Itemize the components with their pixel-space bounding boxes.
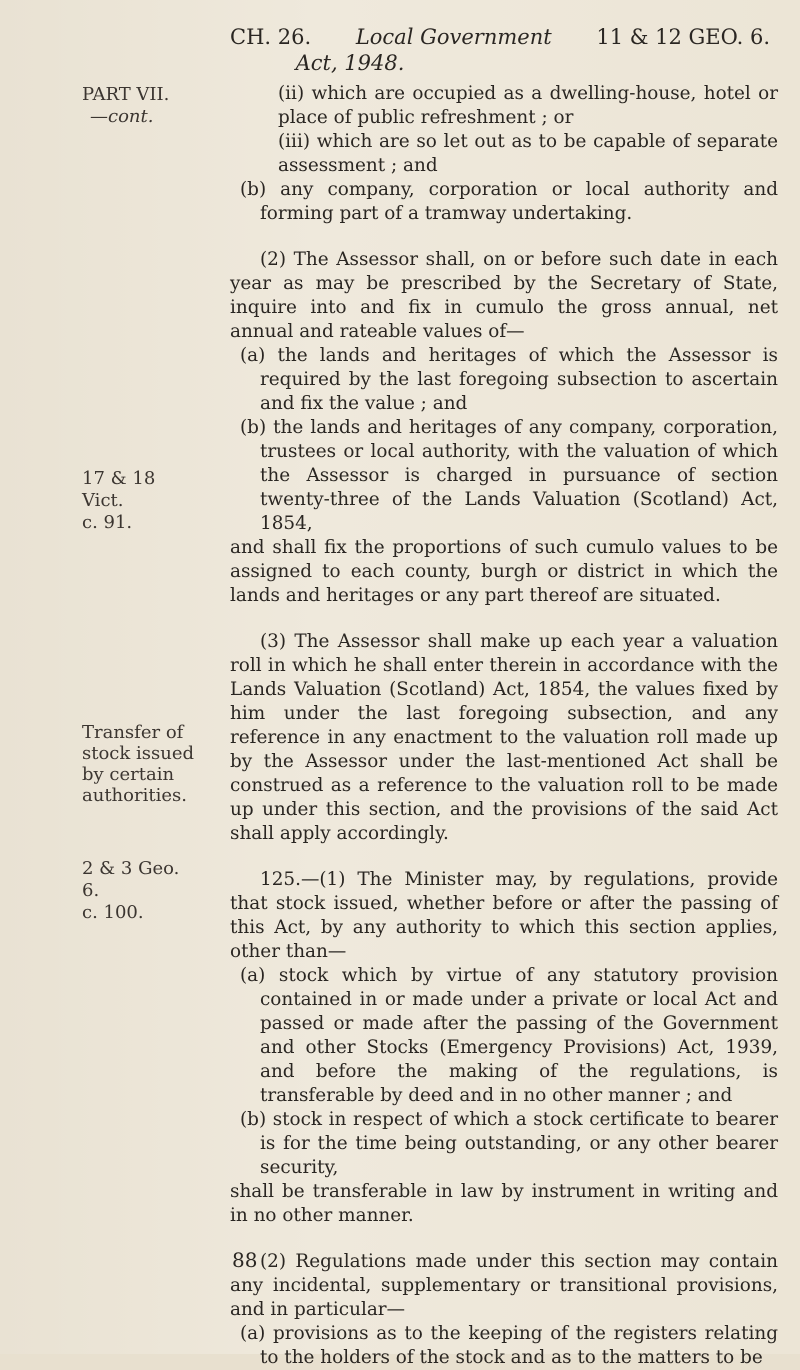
margin-part-cont: —cont. [90, 106, 154, 127]
margin-transfer-line3: by certain [82, 764, 175, 785]
clause-b-company: (b) the lands and heritages of any company, corporation, trustees or local authority, with the valuation of which the Assessor is charged in pursuance of section twenty-three of the Lands Valuation (Scotland) Act, 1854, [240, 417, 778, 534]
margin-ref2-line2: c. 100. [82, 902, 144, 923]
clause-iii: (iii) which are so let out as to be capable of separate assessment ; and [278, 131, 778, 176]
page-number: 88 [232, 1248, 258, 1272]
margin-transfer-note [82, 722, 200, 806]
chapter-number: CH. 26. [230, 25, 312, 49]
subsection-3: (3) The Assessor shall make up each year a valuation roll in which he shall enter therein in accordance with the Lands Valuation (Scotland) Act, 1854, the values fixed by him under the last foregoing subsection, and any reference in any enactment to the valuation roll made up by the Assessor under the last-mentioned Act shall be construed as a reference to the valuation roll to be made up under this section, and the provisions of the said Act shall apply accordingly. [230, 631, 778, 844]
margin-reference-1939 [82, 858, 200, 924]
margin-part [82, 84, 200, 128]
margin-ref1-line2: c. 91. [82, 512, 133, 533]
margin-ref2-line1: 2 & 3 Geo. 6. [82, 858, 180, 901]
clause-ii: (ii) which are occupied as a dwelling-house, hotel or place of public refreshment ; or [278, 83, 778, 128]
section-125-2: (2) Regulations made under this section may contain any incidental, supplementary or transitional provisions, and in particular— [230, 1251, 778, 1320]
subsection-2-conclusion: and shall fix the proportions of such cumulo values to be assigned to each county, burgh or district in which the lands and heritages or any part thereof are situated. [230, 537, 778, 606]
section-125-1: 125.—(1) The Minister may, by regulations, provide that stock issued, whether before or after the passing of this Act, by any authority to which this section applies, other than— [230, 869, 778, 962]
margin-ref1-line1: 17 & 18 Vict. [82, 468, 156, 511]
margin-transfer-line4: authorities. [82, 785, 187, 806]
margin-transfer-line1: Transfer of [82, 722, 184, 743]
section-125-clause-b: (b) stock in respect of which a stock certificate to bearer is for the time being outstanding, or any other bearer security, [240, 1109, 778, 1178]
margin-part-label: PART VII. [82, 84, 170, 105]
running-header [230, 24, 770, 76]
clause-b-tramway: (b) any company, corporation or local authority and forming part of a tramway undertaking. [240, 179, 778, 224]
body-text [230, 82, 778, 1370]
act-title: Local Government [355, 25, 552, 49]
section-125-clause-a: (a) stock which by virtue of any statutory provision contained in or made under a private or local Act and passed or made after the passing of the Government and other Stocks (Emergency Provisions) Act, 1939, and before the making of the regulations, is transferable by deed and in no other manner ; and [240, 965, 778, 1106]
act-year: Act, 1948. [295, 51, 405, 75]
margin-transfer-line2: stock issued [82, 743, 195, 764]
subsection-2: (2) The Assessor shall, on or before such date in each year as may be prescribed by the Secretary of State, inquire into and fix in cumulo the gross annual, net annual and rateable values of— [230, 249, 778, 342]
section-125-conclusion: shall be transferable in law by instrument in writing and in no other manner. [230, 1181, 778, 1226]
margin-reference-1854 [82, 468, 200, 534]
section-125-2-clause-a: (a) provisions as to the keeping of the registers relating to the holders of the stock and as to the matters to be [240, 1323, 778, 1368]
regnal-year: 11 & 12 GEO. 6. [596, 25, 770, 49]
clause-a-lands: (a) the lands and heritages of which the Assessor is required by the last foregoing subsection to ascertain and fix the value ; and [240, 345, 778, 414]
